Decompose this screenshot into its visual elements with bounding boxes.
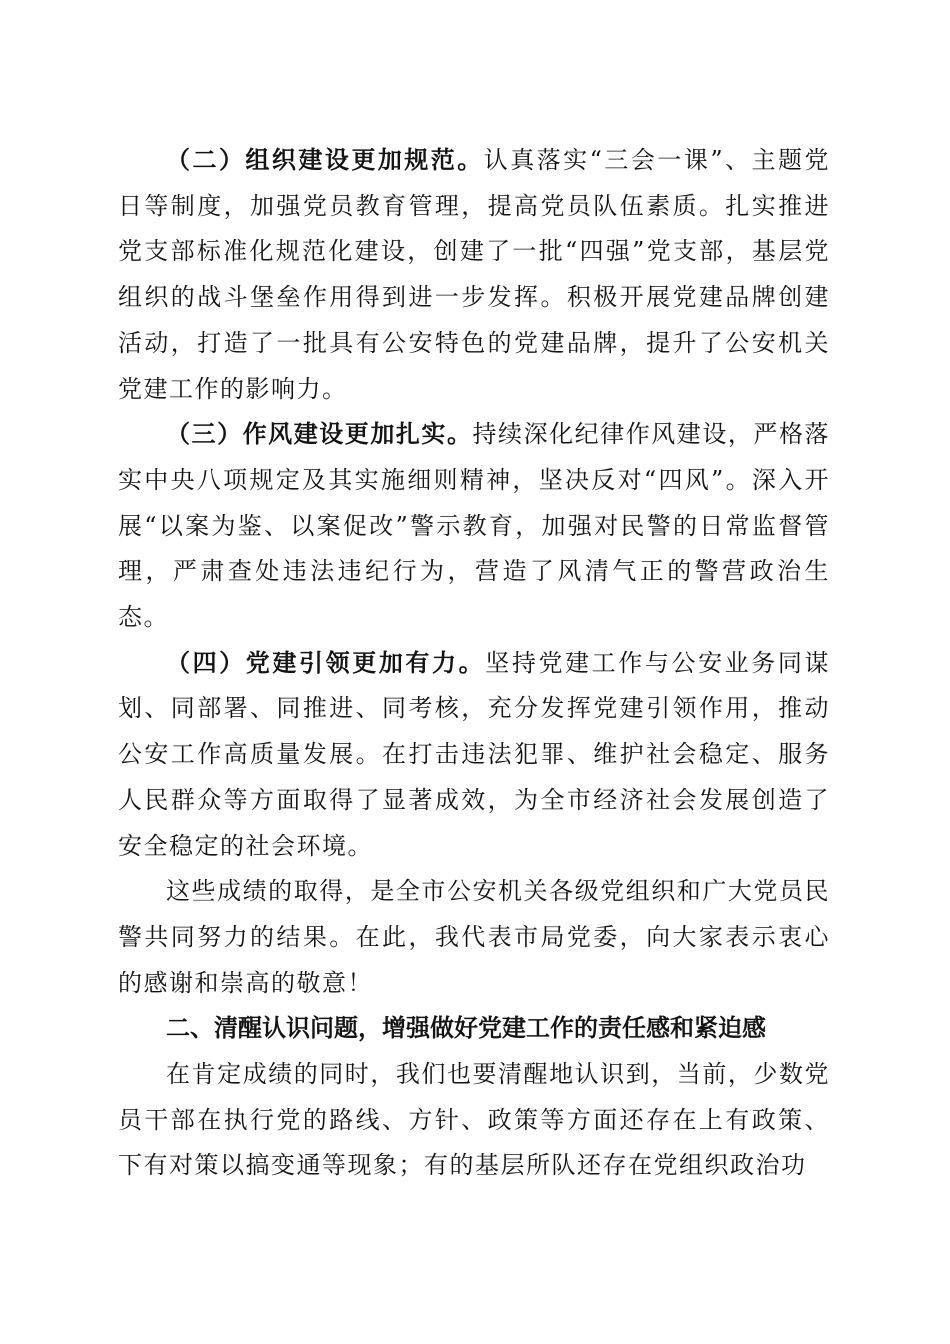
paragraph-work-style (118, 412, 830, 641)
document-body (118, 138, 830, 1189)
paragraph-problems: 在肯定成绩的同时，我们也要清醒地认识到，当前，少数党员干部在执行党的路线、方针、政策等方面还存在上有政策、下有对策以搞变通等现象；有的基层所队还存在党组织政治功 (118, 1060, 830, 1180)
paragraph-acknowledgement: 这些成绩的取得，是全市公安机关各级党组织和广大党员民警共同努力的结果。在此，我代表市局党委，向大家表示衷心的感谢和崇高的敬意！ (118, 877, 830, 997)
subheading-leadership: （四）党建引领更加有力。 (166, 648, 486, 677)
section-heading-two: 二、清醒认识问题，增强做好党建工作的责任感和紧迫感 (166, 1014, 766, 1043)
paragraph-leadership (118, 641, 830, 870)
paragraph-organization-text: 认真落实“三会一课”、主题党日等制度，加强党员教育管理，提高党员队伍素质。扎实推进党支部标准化规范化建设，创建了一批“四强”党支部，基层党组织的战斗堡垒作用得到进一步发挥。积极开展党建品牌创建活动，打造了一批具有公安特色的党建品牌，提升了公安机关党建工作的影响力。 (118, 146, 831, 403)
subheading-organization: （二）组织建设更加规范。 (166, 146, 484, 174)
paragraph-organization (118, 138, 830, 412)
subheading-work-style: （三）作风建设更加扎实。 (166, 420, 473, 449)
paragraph-leadership-text: 坚持党建工作与公安业务同谋划、同部署、同推进、同考核，充分发挥党建引领作用，推动公安工作高质量发展。在打击违法犯罪、维护社会稳定、服务人民群众等方面取得了显著成效，为全市经济社会发展创造了安全稳定的社会环境。 (118, 648, 830, 860)
paragraph-work-style-text: 持续深化纪律作风建设，严格落实中央八项规定及其实施细则精神，坚决反对“四风”。深入开展“以案为鉴、以案促改”警示教育，加强对民警的日常监督管理，严肃查处违法违纪行为，营造了风清气正的警营政治生态。 (118, 420, 831, 632)
